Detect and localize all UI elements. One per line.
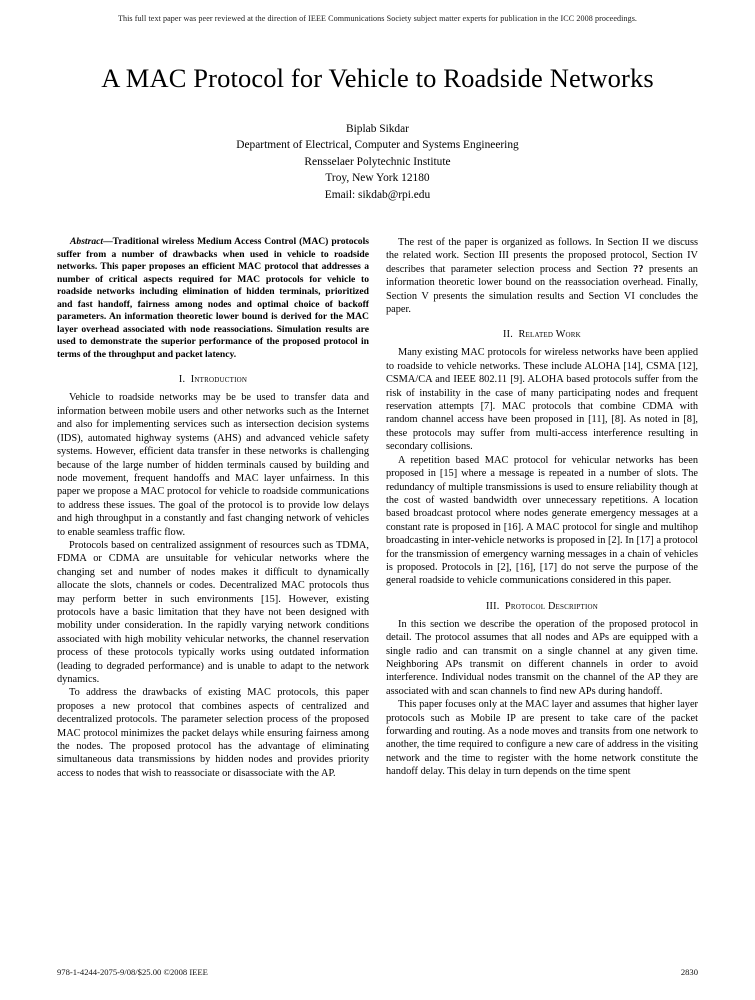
section-numeral: I. xyxy=(178,374,186,386)
paragraph-intro-1: Vehicle to roadside networks may be be used to transfer data and information between mobile users and other networks such as the Internet and also for implementing services such as intersection decision systems (IDS), automated highway systems (AHS) and advanced vehicle safety systems. However, efficient data transfer in these networks is challenging because of the large number of hidden terminals caused by building and node movement, frequent handoffs and MAC layer unfairness. In this paper we propose a MAC protocol for vehicle to roadside communications to address these issues. The goal of the protocol is to provide low delays and high throughput in a constantly and fast changing network of vehicles to enable seamless traffic flow. xyxy=(57,392,369,538)
section-title: Introduction xyxy=(190,374,248,386)
body-columns xyxy=(57,236,698,936)
section-numeral: II. xyxy=(503,329,513,341)
column-left xyxy=(57,236,369,780)
abstract-label: Abstract xyxy=(70,236,104,247)
paragraph-related-1: Many existing MAC protocols for wireless networks have been applied to roadside to vehicle networks. These include ALOHA [14], CSMA [12], CSMA/CA and IEEE 802.11 [9]. ALOHA based protocols suffer from the risk of instability in the case of many participating nodes and frequent reservation attempts [7]. MAC protocols that combine CDMA with random channel access have been proposed in [11], [8]. As noted in [8], these protocols may suffer from multi-access interference resulting in secondary collisions. xyxy=(386,347,698,453)
section-title: Related Work xyxy=(518,329,581,341)
paragraph-protocol-1: In this section we describe the operation of the proposed protocol in detail. The protocol assumes that all nodes and APs are equipped with a single radio and can transmit on a single channel at any given time. Neighboring APs transmit on different channels in order to avoid interference. Individual nodes transmit on the channel of the AP they are associated with and scan channels to find new APs during handoff. xyxy=(386,618,698,697)
section-heading-related-work xyxy=(386,329,698,340)
paragraph-intro-2: Protocols based on centralized assignment of resources such as TDMA, FDMA or CDMA are unsuitable for vehicular networks where the changing set and number of nodes makes it difficult to dynamically allocate the slots, channels or codes. Decentralized MAC protocols thus may perform better in such environments [15]. However, existing protocols have a basic limitation that they have not been designed with mobility under consideration. In the rapidly varying network conditions associated with high mobility vehicular networks, the channel reservation process of these protocols typically works using outdated information (leading to degraded performance) and is unable to adapt to the network dynamics. xyxy=(57,539,369,685)
section-heading-introduction xyxy=(57,374,369,385)
paragraph-intro-3: To address the drawbacks of existing MAC protocols, this paper proposes a new protocol that combines aspects of centralized and decentralized protocols. The parameter selection process of the proposed MAC protocol minimizes the packet delays while ensuring fairness among the nodes. The proposed protocol has the advantage of eliminating simultaneous data transmissions by hidden nodes and provides priority access to nodes that wish to reassociate or disassociate with the AP. xyxy=(57,687,369,779)
page-number: 2830 xyxy=(680,967,698,977)
section-numeral: III. xyxy=(485,600,500,612)
page-footer xyxy=(57,966,698,978)
author-name: Biplab Sikdar xyxy=(346,123,409,135)
abstract-body: Traditional wireless Medium Access Control (MAC) protocols suffer from a number of drawbacks when used in vehicle to roadside networks. This paper proposes an efficient MAC protocol that addresses a number of critical aspects required for MAC protocols for vehicle to roadside networks including elimination of hidden terminals, prioritized and fast handoff, fairness among nodes and optimal choice of backoff parameters. An information theoretic lower bound is derived for the MAC layer overhead associated with node reassociations. Simulation results are used to demonstrate the superior performance of the proposed protocol in terms of the throughput and packet latency. xyxy=(57,236,369,360)
abstract-dash: — xyxy=(103,236,113,247)
section-title: Protocol Description xyxy=(505,600,599,612)
paragraph-related-2: A repetition based MAC protocol for vehicular networks has been proposed in [15] where a message is repeated in a number of slots. The redundancy of multiple transmissions is used to ensure reliability though at the cost of wasted bandwidth over unnecessary repetitions. A location based broadcast protocol where nodes generate emergency messages at a constant rate is proposed in [16]. A MAC protocol for single and multihop broadcasting in inter-vehicle networks is proposed in [2]. In [17] a protocol for the transmission of emergency warning messages in a chain of vehicles is proposed. Protocols in [2], [16], [17] do not serve the purpose of the general roadside to vehicle communications considered in this paper. xyxy=(386,454,698,587)
paragraph-organization xyxy=(386,236,698,316)
column-right xyxy=(386,236,698,779)
organization-part2: presents an information theoretic lower bound on the reassociation overhead. Finally, Section V presents the simulation results and Section VI concludes the paper. xyxy=(386,263,698,316)
author-address: Troy, New York 12180 xyxy=(325,172,430,185)
page-title: A MAC Protocol for Vehicle to Roadside Networks xyxy=(101,63,654,93)
author-block xyxy=(0,121,755,203)
ieee-review-stamp: This full text paper was peer reviewed at the direction of IEEE Communications Society subject matter experts for publication in the ICC 2008 proceedings. xyxy=(117,14,638,23)
paragraph-protocol-2: This paper focuses only at the MAC layer and assumes that higher layer protocols such as Mobile IP are present to take care of the packet forwarding and routing. As a node moves and transits from one network to another, the time required to configure a new care of address in the visiting network and the time to register with the home network constitute the handoff delay. This delay in turn depends on the time spent xyxy=(386,699,698,778)
author-department: Department of Electrical, Computer and Systems Engineering xyxy=(236,139,519,152)
abstract-paragraph xyxy=(57,236,369,361)
section-heading-protocol-description xyxy=(386,601,698,612)
broken-cross-reference: ?? xyxy=(633,263,644,275)
organization-part1: The rest of the paper is organized as follows. In Section II we discuss the related work. Section III presents the proposed protocol, Section IV describes that parameter selection process and Section xyxy=(386,237,698,275)
author-email: Email: sikdab@rpi.edu xyxy=(324,188,431,201)
isbn-copyright: 978-1-4244-2075-9/08/$25.00 ©2008 IEEE xyxy=(57,967,208,977)
title-block xyxy=(0,62,755,94)
author-institute: Rensselaer Polytechnic Institute xyxy=(304,155,451,168)
